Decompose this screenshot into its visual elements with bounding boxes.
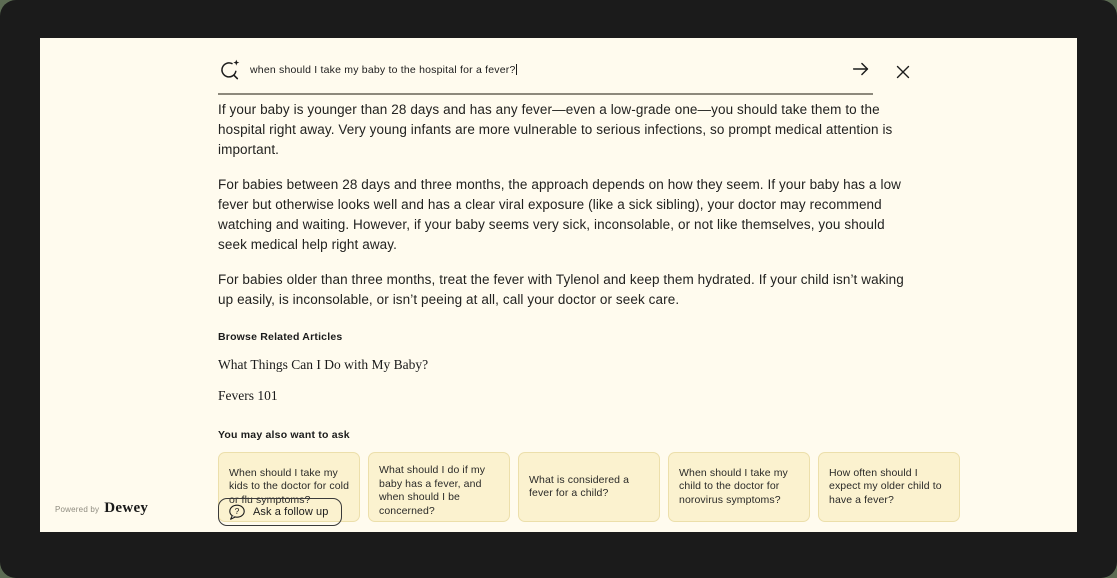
svg-text:?: ? [234, 505, 240, 516]
powered-by-label: Powered by [55, 505, 100, 514]
search-input[interactable] [250, 64, 849, 76]
suggestion-card[interactable]: What should I do if my baby has a fever, and when should I be concerned? [368, 452, 510, 522]
suggestion-card[interactable]: What is considered a fever for a child? [518, 452, 660, 522]
answer-panel [40, 38, 1077, 532]
search-bar [218, 58, 873, 95]
suggestion-card[interactable]: When should I take my child to the doctor for norovirus symptoms? [668, 452, 810, 522]
ask-follow-up-button[interactable] [218, 498, 342, 526]
submit-arrow-button[interactable] [849, 58, 873, 82]
ai-search-icon [218, 58, 242, 82]
dewey-logo: Dewey [104, 500, 149, 516]
answer-paragraph: For babies between 28 days and three months, the approach depends on how they seem. If your baby has a low fever but otherwise looks well and has a clear viral exposure (like a sick sibling), your doctor may recommend watching and waiting. However, if your baby seems very sick, inconsolable, or not like themselves, you should seek medical help right away. [218, 177, 902, 252]
answer-paragraph: For babies older than three months, treat the fever with Tylenol and keep them hydrated. If your child isn’t waking up easily, is inconsolable, or isn’t peeing at all, call your doctor or seek care. [218, 272, 904, 307]
answer-paragraph: If your baby is younger than 28 days and has any fever—even a low-grade one—you should take them to the hospital right away. Very young infants are more vulnerable to serious infections, so prompt medical attention is important. [218, 102, 893, 157]
question-bubble-icon [228, 504, 246, 521]
suggestions-heading: You may also want to ask [218, 429, 350, 441]
ask-follow-up-label: Ask a follow up [253, 506, 329, 518]
close-icon [895, 64, 911, 80]
related-article-link[interactable]: What Things Can I Do with My Baby? [218, 357, 429, 372]
related-article-link[interactable]: Fevers 101 [218, 388, 278, 403]
suggestion-card[interactable]: When should I take my kids to the doctor for cold or flu symptoms? [218, 452, 360, 522]
arrow-right-icon [850, 58, 872, 80]
text-caret [516, 64, 517, 75]
close-button[interactable] [890, 60, 916, 86]
search-query-text: when should I take my baby to the hospital for a fever? [250, 64, 516, 76]
answer-content [218, 100, 960, 522]
related-articles-heading: Browse Related Articles [218, 331, 343, 343]
powered-by [55, 500, 148, 517]
suggestion-card[interactable]: How often should I expect my older child to have a fever? [818, 452, 960, 522]
